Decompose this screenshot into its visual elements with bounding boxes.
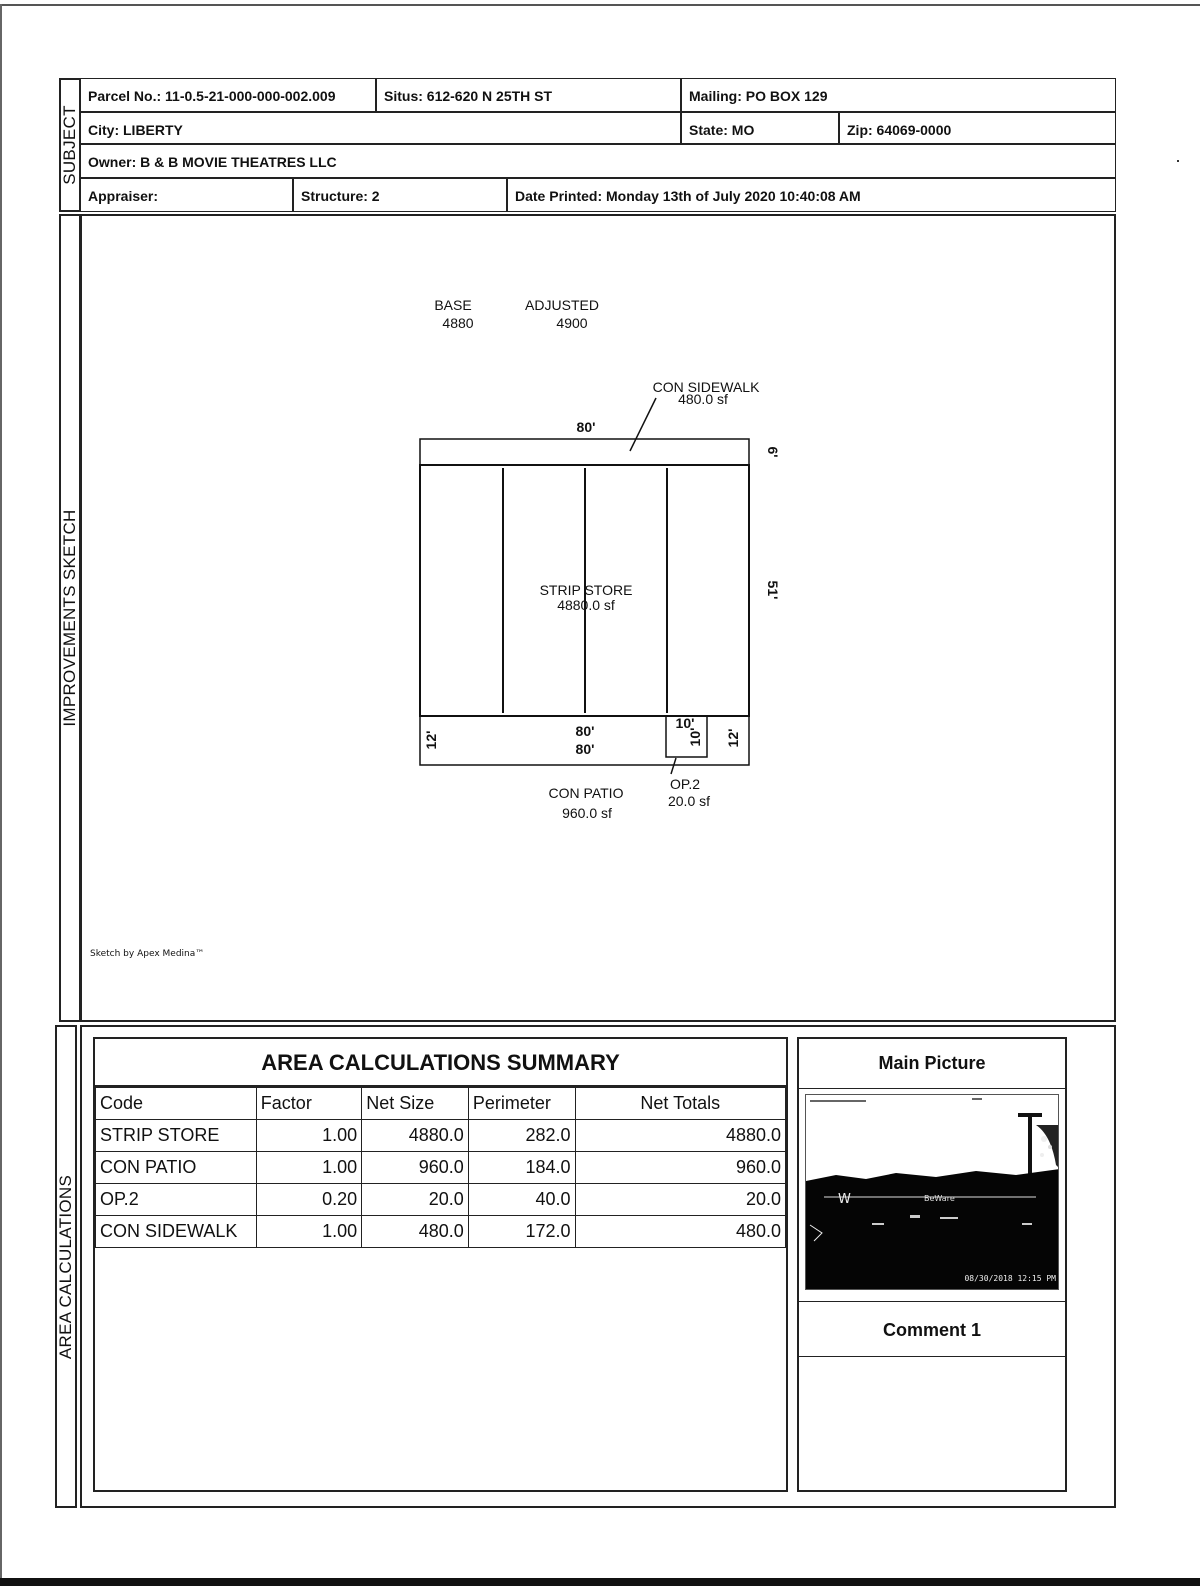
cell-perimeter: 172.0 [468, 1216, 575, 1248]
cell-net-totals: 4880.0 [575, 1120, 785, 1152]
cell-net-size: 480.0 [362, 1216, 469, 1248]
patio-name: CON PATIO [548, 785, 624, 801]
situs-cell: Situs: 612-620 N 25TH ST [376, 78, 681, 112]
main-picture-photo [805, 1094, 1059, 1290]
patio-area: 960.0 sf [562, 805, 612, 821]
dim-op-height: 10' [687, 727, 703, 747]
cell-perimeter: 40.0 [468, 1184, 575, 1216]
sign-logo: W [838, 1192, 851, 1207]
cell-code: CON PATIO [96, 1152, 257, 1184]
op2-leader-line [671, 758, 676, 774]
col-header-factor: Factor [256, 1088, 361, 1120]
cell-code: OP.2 [96, 1184, 257, 1216]
city-cell: City: LIBERTY [80, 112, 681, 144]
cell-net-totals: 480.0 [575, 1216, 785, 1248]
base-label: BASE [434, 297, 472, 313]
cell-factor: 1.00 [256, 1120, 361, 1152]
photo-timestamp: 08/30/2018 12:15 PM [964, 1274, 1056, 1283]
op2-area: 20.0 sf [667, 793, 711, 809]
date-printed-cell: Date Printed: Monday 13th of July 2020 10:40:08 AM [507, 178, 1116, 212]
cell-factor: 1.00 [256, 1152, 361, 1184]
main-picture-title: Main Picture [799, 1039, 1065, 1089]
comment-title: Comment 1 [799, 1301, 1065, 1357]
table-row [96, 1152, 786, 1184]
mailing-cell: Mailing: PO BOX 129 [681, 78, 1116, 112]
subject-band-label: SUBJECT [59, 78, 81, 212]
table-row [96, 1184, 786, 1216]
col-header-net-totals: Net Totals [575, 1088, 785, 1120]
adjusted-label: ADJUSTED [525, 297, 599, 313]
sidewalk-leader-line [630, 398, 656, 451]
appraiser-cell: Appraiser: [80, 178, 293, 212]
cell-net-totals: 20.0 [575, 1184, 785, 1216]
calculations-band-label: AREA CALCULATIONS [55, 1025, 77, 1508]
cell-net-size: 20.0 [362, 1184, 469, 1216]
col-header-perimeter: Perimeter [468, 1088, 575, 1120]
cell-code: CON SIDEWALK [96, 1216, 257, 1248]
dim-top: 80' [576, 419, 596, 435]
owner-cell: Owner: B & B MOVIE THEATRES LLC [80, 144, 1116, 178]
sidewalk-rect [420, 439, 749, 465]
summary-title: AREA CALCULATIONS SUMMARY [95, 1039, 786, 1087]
col-header-code: Code [96, 1088, 257, 1120]
parcel-cell: Parcel No.: 11-0.5-21-000-000-002.009 [80, 78, 376, 112]
store-area: 4880.0 sf [557, 597, 615, 613]
store-name: STRIP STORE [539, 582, 633, 598]
sidewalk-name: CON SIDEWALK [652, 379, 760, 395]
adjusted-value: 4900 [556, 315, 588, 331]
dim-patio-top: 80' [575, 723, 595, 739]
cell-factor: 0.20 [256, 1184, 361, 1216]
cell-perimeter: 282.0 [468, 1120, 575, 1152]
dim-patio-left: 12' [423, 730, 439, 750]
dim-op-width: 10' [675, 715, 695, 731]
dim-patio-bottom: 80' [575, 741, 595, 757]
state-cell: State: MO [681, 112, 839, 144]
cell-net-size: 4880.0 [362, 1120, 469, 1152]
op2-name: OP.2 [669, 776, 701, 792]
main-picture-panel [797, 1037, 1067, 1492]
table-row [96, 1120, 786, 1152]
col-header-net-size: Net Size [362, 1088, 469, 1120]
cell-net-size: 960.0 [362, 1152, 469, 1184]
sketch-band-label: IMPROVEMENTS SKETCH [59, 214, 81, 1022]
dim-store-depth: 51' [765, 580, 781, 600]
cell-perimeter: 184.0 [468, 1152, 575, 1184]
sketch-credit: Sketch by Apex Medina™ [90, 949, 205, 959]
cell-net-totals: 960.0 [575, 1152, 785, 1184]
table-row [96, 1216, 786, 1248]
building-photo-image [806, 1095, 1059, 1290]
dim-sidewalk-depth: 6' [765, 446, 781, 458]
structure-cell: Structure: 2 [293, 178, 507, 212]
zip-cell: Zip: 64069-0000 [839, 112, 1116, 144]
dim-patio-right: 12' [725, 728, 741, 748]
cell-code: STRIP STORE [96, 1120, 257, 1152]
base-value: 4880 [442, 315, 474, 331]
sign-lettering: BeWare [924, 1194, 955, 1203]
sidewalk-area: 480.0 sf [678, 391, 728, 407]
area-calculations-summary [93, 1037, 788, 1492]
table-header-row [96, 1088, 786, 1120]
area-table [95, 1087, 786, 1248]
cell-factor: 1.00 [256, 1216, 361, 1248]
